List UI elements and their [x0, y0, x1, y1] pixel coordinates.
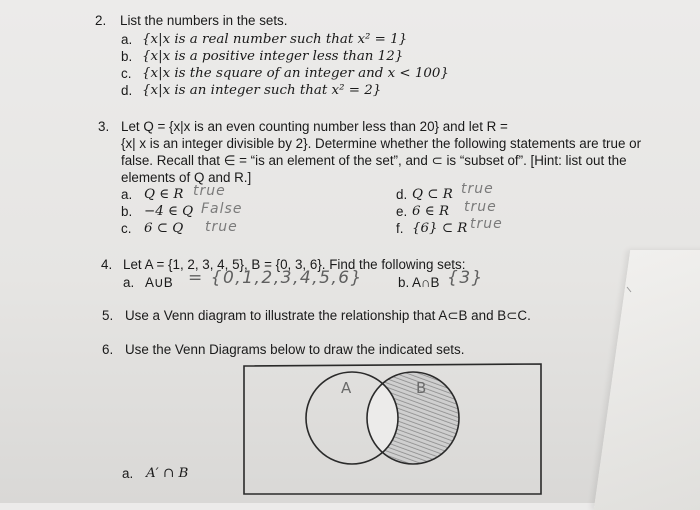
q3-f-label: f. [396, 221, 404, 236]
q3-number: 3. [98, 119, 110, 134]
q3-a-text: Q ∈ R [144, 187, 184, 202]
q3-c-answer: true [205, 219, 238, 235]
q2-item-a-label: a. [121, 32, 133, 47]
q4-a-answer: = {0,1,2,3,4,5,6} [188, 268, 363, 288]
q2-item-a-text: {x|x is a real number such that x² = 1} [142, 32, 408, 47]
q2-item-c-text: {x|x is the square of an integer and x < 100} [142, 66, 449, 81]
q4-a-label: a. [123, 275, 135, 290]
q3-c-label: c. [121, 221, 132, 236]
q2-number: 2. [95, 13, 107, 28]
q3-d-label: d. [396, 187, 408, 202]
q6-text: Use the Venn Diagrams below to draw the indicated sets. [125, 342, 465, 357]
q3-e-answer: true [464, 199, 497, 215]
q3-f-text: {6} ⊂ R [412, 221, 468, 236]
q3-e-text: 6 ∈ R [412, 204, 450, 219]
q2-item-c-label: c. [121, 66, 132, 81]
q6-number: 6. [102, 342, 114, 357]
q2-item-b-text: {x|x is a positive integer less than 12} [142, 49, 404, 64]
q3-a-answer: true [193, 183, 226, 199]
q3-a-label: a. [121, 187, 133, 202]
q2-item-b-label: b. [121, 49, 133, 64]
q3-b-label: b. [121, 204, 133, 219]
q3-line-2: {x| x is an integer divisible by 2}. Determine whether the following statements are true or [121, 136, 642, 151]
q3-d-text: Q ⊂ R [412, 187, 453, 202]
venn-label-b: B [416, 379, 427, 397]
q3-line-4: elements of Q and R.] [121, 170, 252, 185]
q4-b-text: A∩B [412, 275, 440, 290]
venn-label-a: A [341, 379, 352, 397]
q5-text: Use a Venn diagram to illustrate the relationship that A⊂B and B⊂C. [125, 308, 531, 323]
q6-a-text: A′ ∩ B [146, 466, 189, 481]
q6-a-label: a. [122, 466, 134, 481]
q3-b-text: −4 ∈ Q [144, 204, 194, 219]
q4-a-text: A∪B [145, 275, 173, 290]
q5-number: 5. [102, 308, 114, 323]
q4-number: 4. [101, 257, 113, 272]
q3-line-3: false. Recall that ∈ = “is an element of the set”, and ⊂ is “subset of”. [Hint: list out the [121, 153, 627, 168]
q3-e-label: e. [396, 204, 408, 219]
q3-b-answer: False [201, 201, 243, 217]
q2-item-d-label: d. [121, 83, 133, 98]
pencil-mark [627, 287, 631, 292]
q3-d-answer: true [461, 181, 494, 197]
q2-item-d-text: {x|x is an integer such that x² = 2} [142, 83, 382, 98]
q3-f-answer: true [470, 216, 503, 232]
q4-b-answer: {3} [447, 268, 484, 288]
q2-title: List the numbers in the sets. [120, 13, 288, 28]
q4-text: Let A = {1, 2, 3, 4, 5}, B = {0, 3, 6}. Find the following sets: [123, 257, 466, 272]
q3-c-text: 6 ⊂ Q [144, 221, 184, 236]
q3-line-1: Let Q = {x|x is an even counting number less than 20} and let R = [121, 119, 508, 134]
q4-b-label: b. [398, 275, 410, 290]
